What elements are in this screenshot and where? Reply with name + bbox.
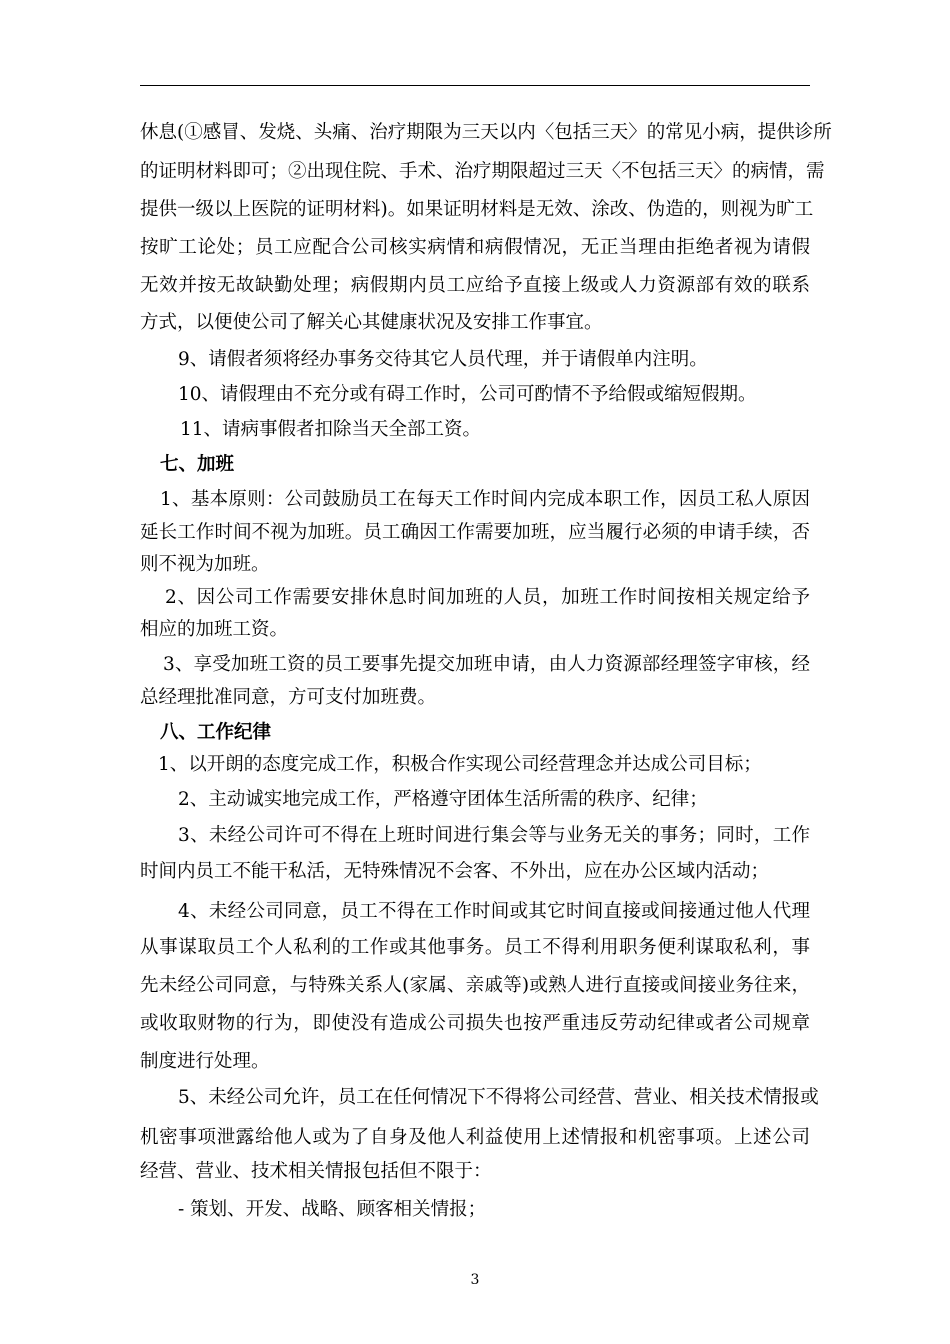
text-line: 2、因公司工作需要安排休息时间加班的人员，加班工作时间按相关规定给予 [165, 587, 810, 608]
text-line: 则不视为加班。 [140, 554, 270, 575]
text-line: 先未经公司同意，与特殊关系人(家属、亲戚等)或熟人进行直接或间接业务往来， [140, 975, 810, 996]
header-rule [140, 85, 810, 86]
section-8-heading: 八、工作纪律 [160, 722, 272, 743]
page-number: 3 [470, 1272, 480, 1288]
text-line: 4、未经公司同意，员工不得在工作时间或其它时间直接或间接通过他人代理 [178, 901, 810, 922]
item-10: 10、请假理由不充分或有碍工作时，公司可酌情不予给假或缩短假期。 [178, 384, 757, 405]
text-line: 经营、营业、技术相关情报包括但不限于： [140, 1161, 492, 1182]
text-line: 休息(①感冒、发烧、头痛、治疗期限为三天以内〈包括三天〉的常见小病，提供诊所 [140, 122, 832, 143]
text-line: 制度进行处理。 [140, 1051, 270, 1072]
text-line: 从事谋取员工个人私利的工作或其他事务。员工不得利用职务便利谋取私利，事 [140, 937, 810, 958]
text-line: 2、主动诚实地完成工作，严格遵守团体生活所需的秩序、纪律； [178, 789, 708, 810]
text-line: 方式，以便使公司了解关心其健康状况及安排工作事宜。 [140, 312, 603, 333]
text-line: 提供一级以上医院的证明材料)。如果证明材料是无效、涂改、伪造的，则视为旷工 [140, 199, 814, 220]
text-line: 5、未经公司允许，员工在任何情况下不得将公司经营、营业、相关技术情报或 [178, 1087, 819, 1108]
text-line: 或收取财物的行为，即使没有造成公司损失也按严重违反劳动纪律或者公司规章 [140, 1013, 810, 1034]
item-9: 9、请假者须将经办事务交待其它人员代理，并于请假单内注明。 [178, 349, 708, 370]
text-line: 时间内员工不能干私活，无特殊情况不会客、不外出，应在办公区域内活动； [140, 861, 770, 882]
text-line: 3、未经公司许可不得在上班时间进行集会等与业务无关的事务；同时，工作 [178, 825, 810, 846]
section-7-heading: 七、加班 [160, 454, 235, 475]
text-line: 相应的加班工资。 [140, 619, 289, 640]
text-line: 机密事项泄露给他人或为了自身及他人利益使用上述情报和机密事项。上述公司 [140, 1127, 810, 1148]
text-line: 3、享受加班工资的员工要事先提交加班申请，由人力资源部经理签字审核，经 [163, 654, 810, 675]
text-line: 1、基本原则：公司鼓励员工在每天工作时间内完成本职工作，因员工私人原因 [160, 489, 810, 510]
text-line: 1、以开朗的态度完成工作，积极合作实现公司经营理念并达成公司目标； [158, 754, 762, 775]
text-line: 的证明材料即可；②出现住院、手术、治疗期限超过三天〈不包括三天〉的病情，需 [140, 161, 825, 182]
text-line: 延长工作时间不视为加班。员工确因工作需要加班，应当履行必须的申请手续，否 [140, 522, 810, 543]
bullet-item: - 策划、开发、战略、顾客相关情报； [178, 1199, 487, 1220]
item-11: 11、请病事假者扣除当天全部工资。 [180, 419, 482, 440]
text-line: 按旷工论处；员工应配合公司核实病情和病假情况，无正当理由拒绝者视为请假 [140, 237, 810, 258]
text-line: 总经理批准同意，方可支付加班费。 [140, 687, 437, 708]
text-line: 无效并按无故缺勤处理；病假期内员工应给予直接上级或人力资源部有效的联系 [140, 275, 810, 296]
